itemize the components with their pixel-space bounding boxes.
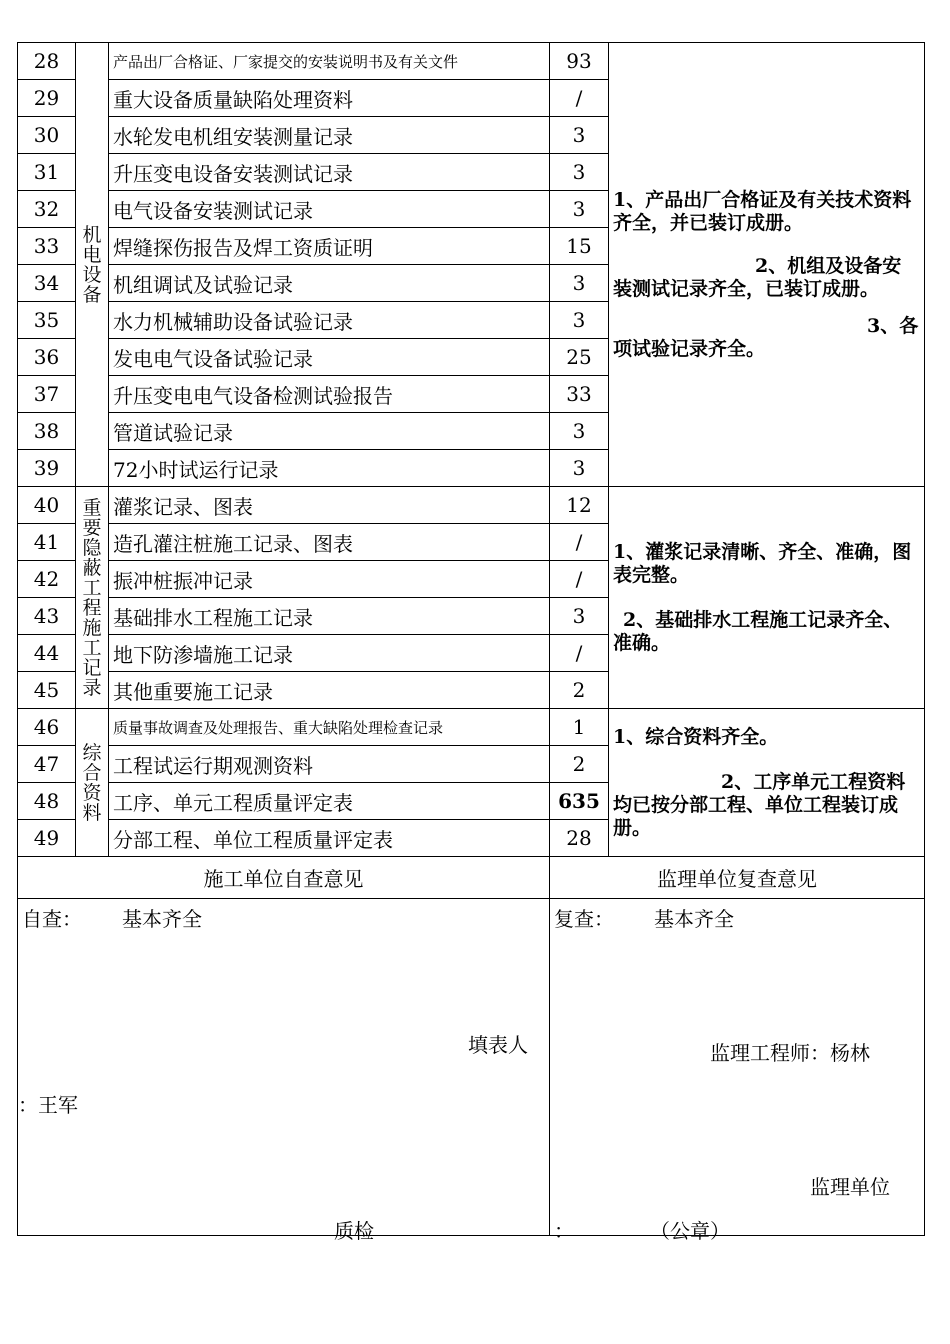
item-name: 产品出厂合格证、厂家提交的安装说明书及有关文件 (109, 43, 550, 80)
item-count: 33 (550, 376, 609, 413)
item-count: 12 (550, 487, 609, 524)
item-number: 45 (18, 672, 76, 709)
category-label (76, 43, 109, 487)
remarks-cell (609, 487, 925, 709)
item-count: / (550, 524, 609, 561)
item-number: 46 (18, 709, 76, 746)
category-char: 工 (82, 576, 102, 599)
item-count: 3 (550, 191, 609, 228)
item-number: 35 (18, 302, 76, 339)
remark-line: 2、机组及设备安装测试记录齐全，已装订成册。 (613, 254, 902, 300)
table-row (18, 709, 925, 746)
item-count: 93 (550, 43, 609, 80)
item-count: 3 (550, 154, 609, 191)
item-name: 造孔灌注桩施工记录、图表 (109, 524, 550, 561)
item-count: 1 (550, 709, 609, 746)
item-name: 电气设备安装测试记录 (109, 191, 550, 228)
item-number: 33 (18, 228, 76, 265)
item-name: 灌浆记录、图表 (109, 487, 550, 524)
item-count: 635 (550, 783, 609, 820)
item-number: 29 (18, 80, 76, 117)
remarks-cell (609, 43, 925, 487)
item-name: 重大设备质量缺陷处理资料 (109, 80, 550, 117)
category-char: 隐 (82, 536, 102, 559)
item-name: 机组调试及试验记录 (109, 265, 550, 302)
item-count: 2 (550, 672, 609, 709)
self-check-value: 基本齐全 (122, 907, 202, 931)
category-char: 综 (82, 741, 102, 764)
contractor-opinion-header: 施工单位自查意见 (18, 857, 550, 899)
item-count: 3 (550, 265, 609, 302)
item-number: 43 (18, 598, 76, 635)
category-char: 合 (82, 761, 102, 784)
remark-line: 2、工序单元工程资料均已按分部工程、单位工程装订成册。 (613, 770, 906, 839)
remark-line: 1、综合资料齐全。 (613, 725, 779, 748)
item-name: 升压变电电气设备检测试验报告 (109, 376, 550, 413)
item-count: 15 (550, 228, 609, 265)
remark-line: 3、各项试验记录齐全。 (613, 314, 919, 360)
official-seal-label: （公章） (650, 1219, 730, 1243)
table-row (18, 43, 925, 80)
item-name: 工程试运行期观测资料 (109, 746, 550, 783)
item-name: 焊缝探伤报告及焊工资质证明 (109, 228, 550, 265)
item-count: / (550, 635, 609, 672)
item-count: / (550, 561, 609, 598)
item-name: 基础排水工程施工记录 (109, 598, 550, 635)
colon-mark: ： (554, 1219, 574, 1243)
item-number: 40 (18, 487, 76, 524)
item-number: 41 (18, 524, 76, 561)
item-number: 30 (18, 117, 76, 154)
item-number: 49 (18, 820, 76, 857)
quality-inspector-label: 质检 (334, 1219, 374, 1243)
supervising-engineer: 监理工程师：杨林 (710, 1041, 870, 1065)
remark-line: 2、基础排水工程施工记录齐全、准确。 (613, 608, 903, 654)
category-char: 记 (82, 656, 102, 679)
category-char: 要 (82, 516, 102, 539)
item-number: 39 (18, 450, 76, 487)
item-number: 36 (18, 339, 76, 376)
item-number: 28 (18, 43, 76, 80)
item-name: 其他重要施工记录 (109, 672, 550, 709)
item-count: 3 (550, 598, 609, 635)
item-name: 质量事故调查及处理报告、重大缺陷处理检查记录 (109, 709, 550, 746)
item-name: 升压变电设备安装测试记录 (109, 154, 550, 191)
item-name: 水力机械辅助设备试验记录 (109, 302, 550, 339)
section-general-data (18, 709, 925, 857)
item-count: 28 (550, 820, 609, 857)
table-row (18, 487, 925, 524)
item-count: 3 (550, 302, 609, 339)
remarks-cell (609, 709, 925, 857)
supervisor-opinion-box (550, 899, 925, 1243)
item-name: 地下防渗墙施工记录 (109, 635, 550, 672)
supervision-unit-label: 监理单位 (810, 1175, 890, 1199)
category-char: 电 (82, 243, 102, 266)
item-count: 3 (550, 117, 609, 154)
category-char: 程 (82, 596, 102, 619)
review-value: 基本齐全 (654, 907, 734, 931)
item-number: 48 (18, 783, 76, 820)
item-count: 3 (550, 450, 609, 487)
item-name: 水轮发电机组安装测量记录 (109, 117, 550, 154)
opinion-section (18, 857, 925, 1243)
item-number: 44 (18, 635, 76, 672)
section-hidden-works (18, 487, 925, 709)
category-char: 工 (82, 636, 102, 659)
item-number: 37 (18, 376, 76, 413)
item-number: 31 (18, 154, 76, 191)
item-name: 振冲桩振冲记录 (109, 561, 550, 598)
category-label (76, 487, 109, 709)
item-number: 47 (18, 746, 76, 783)
category-char: 施 (82, 616, 102, 639)
remark-line: 1、灌浆记录清晰、齐全、准确，图表完整。 (613, 540, 912, 586)
item-name: 分部工程、单位工程质量评定表 (109, 820, 550, 857)
category-char: 料 (82, 801, 102, 824)
item-number: 38 (18, 413, 76, 450)
item-number: 34 (18, 265, 76, 302)
item-number: 32 (18, 191, 76, 228)
remark-line: 1、产品出厂合格证及有关技术资料齐全，并已装订成册。 (613, 188, 912, 234)
category-char: 录 (82, 676, 102, 699)
section-electromechanical (18, 43, 925, 487)
self-check-label: 自查： (22, 907, 82, 931)
contractor-opinion-box (18, 899, 550, 1243)
item-number: 42 (18, 561, 76, 598)
supervisor-opinion-header: 监理单位复查意见 (550, 857, 925, 899)
category-char: 机 (82, 223, 102, 246)
review-label: 复查： (554, 907, 614, 931)
item-count: 3 (550, 413, 609, 450)
item-count: 2 (550, 746, 609, 783)
item-name: 管道试验记录 (109, 413, 550, 450)
item-name: 72小时试运行记录 (109, 450, 550, 487)
category-char: 重 (82, 496, 102, 519)
category-char: 资 (82, 781, 102, 804)
filler-label: 填表人 (468, 1033, 528, 1057)
category-char: 蔽 (82, 556, 102, 579)
item-name: 工序、单元工程质量评定表 (109, 783, 550, 820)
item-name: 发电电气设备试验记录 (109, 339, 550, 376)
category-char: 备 (82, 283, 102, 306)
item-count: 25 (550, 339, 609, 376)
category-char: 设 (82, 263, 102, 286)
item-count: / (550, 80, 609, 117)
filler-name: ：王军 (18, 1093, 78, 1117)
archive-checklist-sheet (17, 42, 924, 1253)
checklist-table (17, 42, 925, 1243)
category-label (76, 709, 109, 857)
